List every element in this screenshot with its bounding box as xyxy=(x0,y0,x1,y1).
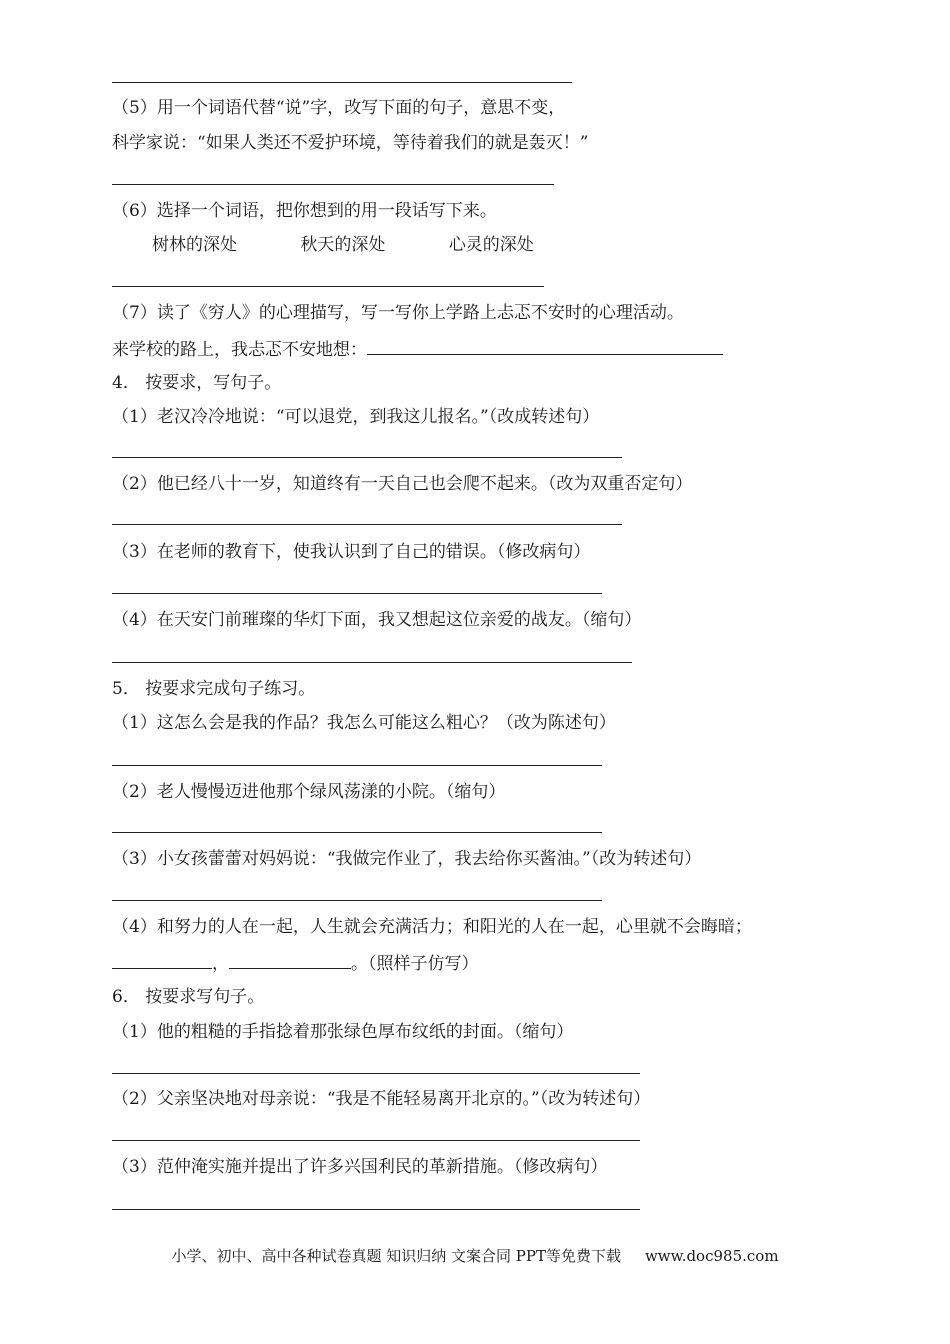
q4-item3: （3）在老师的教育下，使我认识到了自己的错误。（修改病句） xyxy=(112,542,591,562)
option-autumn: 秋天的深处 xyxy=(300,235,386,255)
q5-item2: （2）老人慢慢迈进他那个绿风荡漾的小院。（缩句） xyxy=(112,782,506,802)
q6-item2: （2）父亲坚决地对母亲说：“我是不能轻易离开北京的。”（改为转述句） xyxy=(112,1089,651,1109)
option-heart: 心灵的深处 xyxy=(448,235,534,255)
q4-item1: （1）老汉冷冷地说：“可以退党，到我这儿报名。”（改成转述句） xyxy=(112,407,600,427)
answer-line[interactable] xyxy=(112,1209,640,1210)
q3-item7-lead: 来学校的路上，我忐忑不安地想： xyxy=(112,336,723,362)
answer-line[interactable] xyxy=(112,286,544,287)
answer-line[interactable] xyxy=(112,524,622,525)
answer-line[interactable] xyxy=(112,593,602,594)
q6-item1: （1）他的粗糙的手指捻着那张绿色厚布纹纸的封面。（缩句） xyxy=(112,1022,574,1042)
q4-item4: （4）在天安门前璀璨的华灯下面，我又想起这位亲爱的战友。（缩句） xyxy=(112,610,642,630)
q6-heading: 6． 按要求写句子。 xyxy=(112,987,265,1007)
q3-item6-prompt: （6）选择一个词语，把你想到的用一段话写下来。 xyxy=(112,201,497,221)
answer-line[interactable] xyxy=(112,1073,640,1074)
footer-url[interactable]: www.doc985.com xyxy=(644,1247,779,1265)
footer-text: 小学、初中、高中各种试卷真题 知识归纳 文案合同 PPT等免费下载 xyxy=(171,1247,621,1265)
q4-item2: （2）他已经八十一岁，知道终有一天自己也会爬不起来。（改为双重否定句） xyxy=(112,474,693,494)
q6-item3: （3）范仲淹实施并提出了许多兴国利民的革新措施。（修改病句） xyxy=(112,1157,608,1177)
q5-heading: 5． 按要求完成句子练习。 xyxy=(112,679,316,699)
q5-item4: （4）和努力的人在一起，人生就会充满活力；和阳光的人在一起，心里就不会晦暗； xyxy=(112,917,752,937)
answer-line[interactable] xyxy=(112,832,602,833)
fill-blank[interactable] xyxy=(229,950,351,969)
q3-item6-options xyxy=(152,233,534,257)
answer-line[interactable] xyxy=(112,1140,640,1141)
answer-line[interactable] xyxy=(112,900,602,901)
answer-line[interactable] xyxy=(112,184,554,185)
q3-item7-prompt: （7）读了《穷人》的心理描写，写一写你上学路上忐忑不安时的心理活动。 xyxy=(112,303,684,323)
page-footer xyxy=(0,1245,950,1267)
answer-line[interactable] xyxy=(112,457,622,458)
q5-imitation: ， 。（照样子仿写） xyxy=(112,950,479,976)
option-forest: 树林的深处 xyxy=(152,235,237,255)
answer-line[interactable] xyxy=(112,765,602,766)
answer-line[interactable] xyxy=(112,82,572,83)
fill-blank[interactable] xyxy=(112,950,212,969)
fill-blank[interactable] xyxy=(367,336,723,355)
q3-item5-prompt: （5）用一个词语代替“说”字，改写下面的句子，意思不变， xyxy=(112,98,566,118)
q4-heading: 4． 按要求，写句子。 xyxy=(112,373,282,393)
answer-line[interactable] xyxy=(112,662,632,663)
q5-item1: （1）这怎么会是我的作品？我怎么可能这么粗心？（改为陈述句） xyxy=(112,713,616,733)
q3-item5-sentence: 科学家说：“如果人类还不爱护环境，等待着我们的就是轰灭！” xyxy=(112,133,589,153)
q5-item3: （3）小女孩蕾蕾对妈妈说：“我做完作业了，我去给你买酱油。”（改为转述句） xyxy=(112,849,702,869)
